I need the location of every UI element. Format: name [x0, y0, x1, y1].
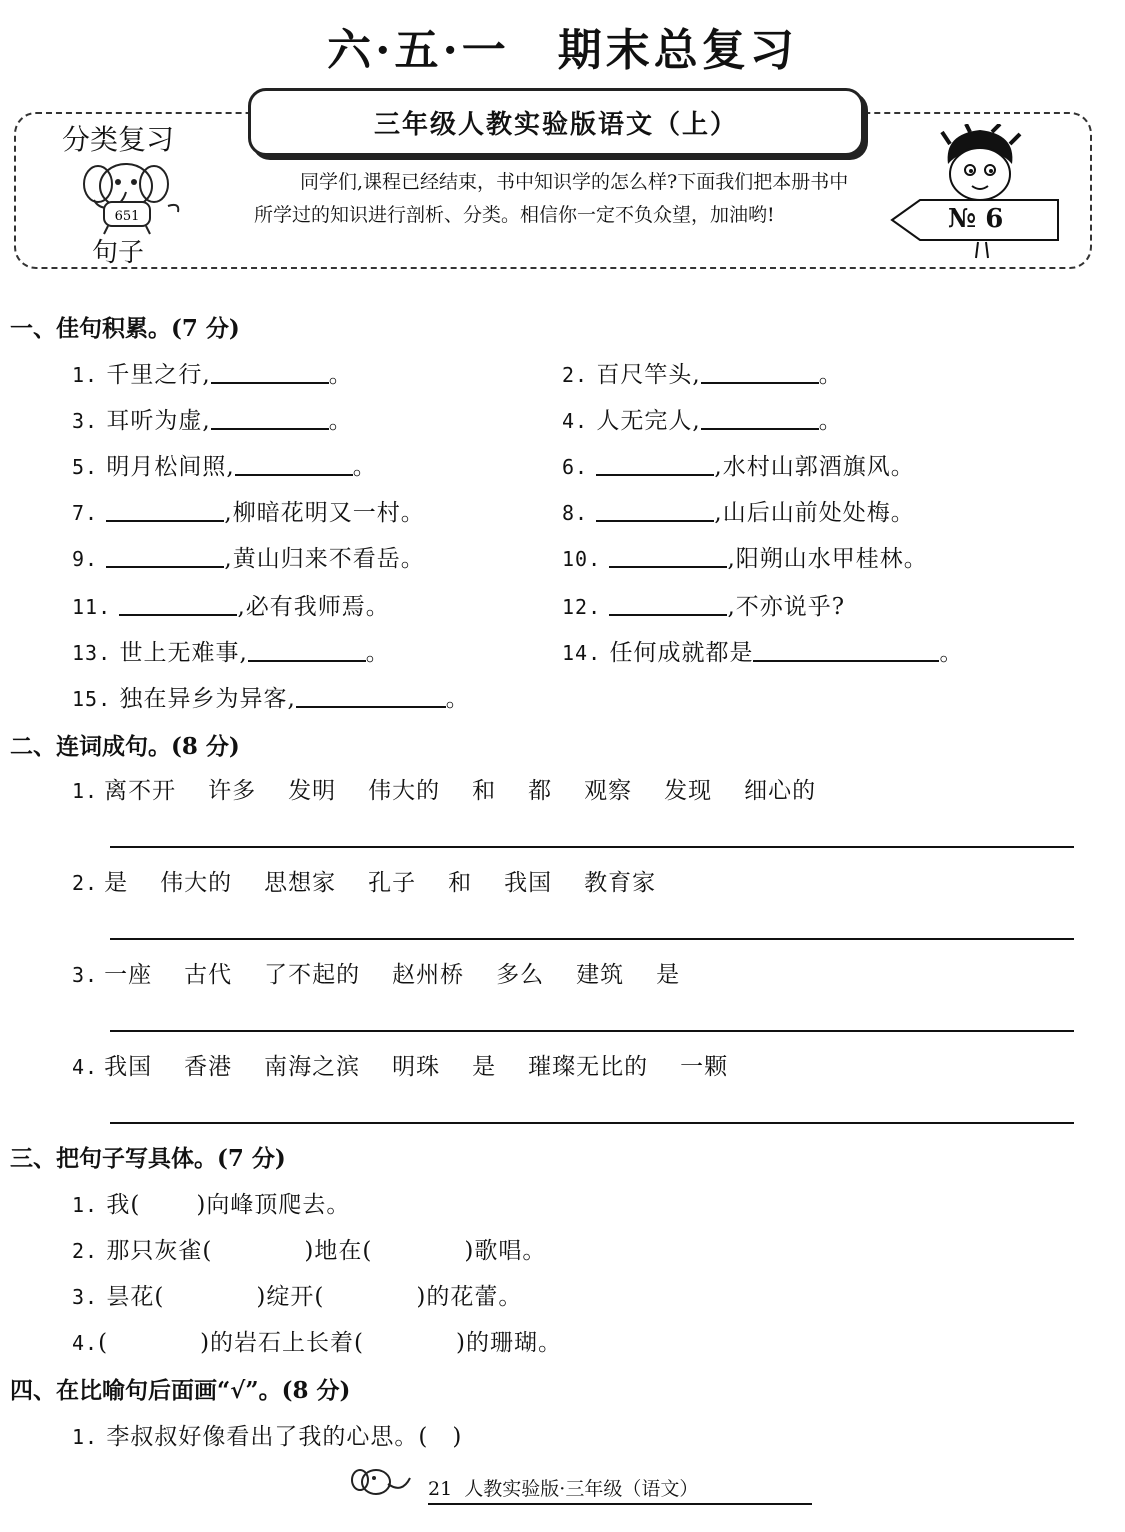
- answer-blank[interactable]: [596, 497, 714, 522]
- answer-blank[interactable]: [609, 591, 727, 616]
- answer-line[interactable]: [110, 1122, 1074, 1124]
- section1-title: 一、佳句积累。(7 分): [10, 315, 240, 342]
- fill-item-4: 4. 人无完人, 。: [562, 402, 843, 435]
- word-order-item-2: 2. 是 伟大的 思想家 孔子 和 我国 教育家: [72, 870, 657, 896]
- answer-blank[interactable]: [248, 637, 366, 662]
- page-title: 六·五·一 期末总复习: [327, 25, 798, 76]
- section2-title: 二、连词成句。(8 分): [10, 733, 240, 760]
- fill-item-15: 15. 独在异乡为异客, 。: [72, 680, 470, 713]
- answer-blank[interactable]: [701, 405, 819, 430]
- word-order-item-4: 4. 我国 香港 南海之滨 明珠 是 璀璨无比的 一颗: [72, 1054, 729, 1080]
- fill-item-13: 13. 世上无难事, 。: [72, 634, 390, 667]
- elephant-mascot-icon: [58, 156, 188, 236]
- mascot-number: 651: [114, 209, 140, 224]
- answer-blank[interactable]: [596, 451, 714, 476]
- page-number: 21: [428, 1478, 453, 1500]
- fill-item-12: 12. ,不亦说乎?: [562, 588, 845, 621]
- fill-item-9: 9. ,黄山归来不看岳。: [72, 540, 425, 573]
- answer-line[interactable]: [110, 846, 1074, 848]
- word-order-item-3: 3. 一座 古代 了不起的 赵州桥 多么 建筑 是: [72, 962, 681, 988]
- fill-item-2: 2. 百尺竿头, 。: [562, 356, 843, 389]
- simile-item-1: 1. 李叔叔好像看出了我的心思。( ): [72, 1424, 463, 1450]
- answer-blank[interactable]: [701, 359, 819, 384]
- answer-line[interactable]: [110, 938, 1074, 940]
- answer-blank[interactable]: [119, 591, 237, 616]
- category-label: 分类复习: [62, 123, 175, 156]
- page-footer: [428, 1474, 812, 1505]
- fill-item-6: 6. ,水村山郭酒旗风。: [562, 448, 915, 481]
- fill-item-3: 3. 耳听为虚, 。: [72, 402, 353, 435]
- fill-item-5: 5. 明月松间照, 。: [72, 448, 377, 481]
- intro-text: 同学们,课程已经结束，书中知识学的怎么样?下面我们把本册书中所学过的知识进行剖析、分类。相信你一定不负众望，加油哟!: [254, 171, 849, 226]
- boy-mascot-icon: [930, 124, 1030, 264]
- section4-title: 四、在比喻句后面画“√”。(8 分): [10, 1377, 351, 1404]
- answer-blank[interactable]: [106, 497, 224, 522]
- answer-line[interactable]: [110, 1030, 1074, 1032]
- answer-blank[interactable]: [753, 637, 939, 662]
- answer-blank[interactable]: [211, 359, 329, 384]
- answer-blank[interactable]: [296, 683, 446, 708]
- subtitle-banner: [248, 88, 864, 156]
- subtitle-text: 三年级人教实验版语文（上）: [373, 109, 738, 140]
- answer-blank[interactable]: [211, 405, 329, 430]
- expand-item-4: 4.( )的岩石上长着( )的珊瑚。: [72, 1330, 563, 1356]
- fill-item-8: 8. ,山后山前处处梅。: [562, 494, 915, 527]
- expand-item-2: 2. 那只灰雀( )地在( )歌唱。: [72, 1238, 547, 1264]
- word-order-item-1: 1. 离不开 许多 发明 伟大的 和 都 观察 发现 细心的: [72, 778, 817, 804]
- expand-item-1: 1. 我( )向峰顶爬去。: [72, 1192, 351, 1218]
- fill-item-10: 10. ,阳朔山水甲桂林。: [562, 540, 928, 573]
- elephant-footer-icon: [346, 1464, 416, 1500]
- answer-blank[interactable]: [106, 543, 224, 568]
- fill-item-1: 1. 千里之行, 。: [72, 356, 353, 389]
- fill-item-14: 14. 任何成就都是 。: [562, 634, 963, 667]
- fill-item-11: 11. ,必有我师焉。: [72, 588, 390, 621]
- issue-number: № 6: [948, 204, 1004, 234]
- section3-title: 三、把句子写具体。(7 分): [10, 1145, 286, 1172]
- fill-item-7: 7. ,柳暗花明又一村。: [72, 494, 425, 527]
- answer-blank[interactable]: [609, 543, 727, 568]
- topic-label: 句子: [92, 238, 145, 268]
- expand-item-3: 3. 昙花( )绽开( )的花蕾。: [72, 1284, 523, 1310]
- footer-text: 人教实验版·三年级（语文）: [464, 1478, 699, 1500]
- answer-blank[interactable]: [235, 451, 353, 476]
